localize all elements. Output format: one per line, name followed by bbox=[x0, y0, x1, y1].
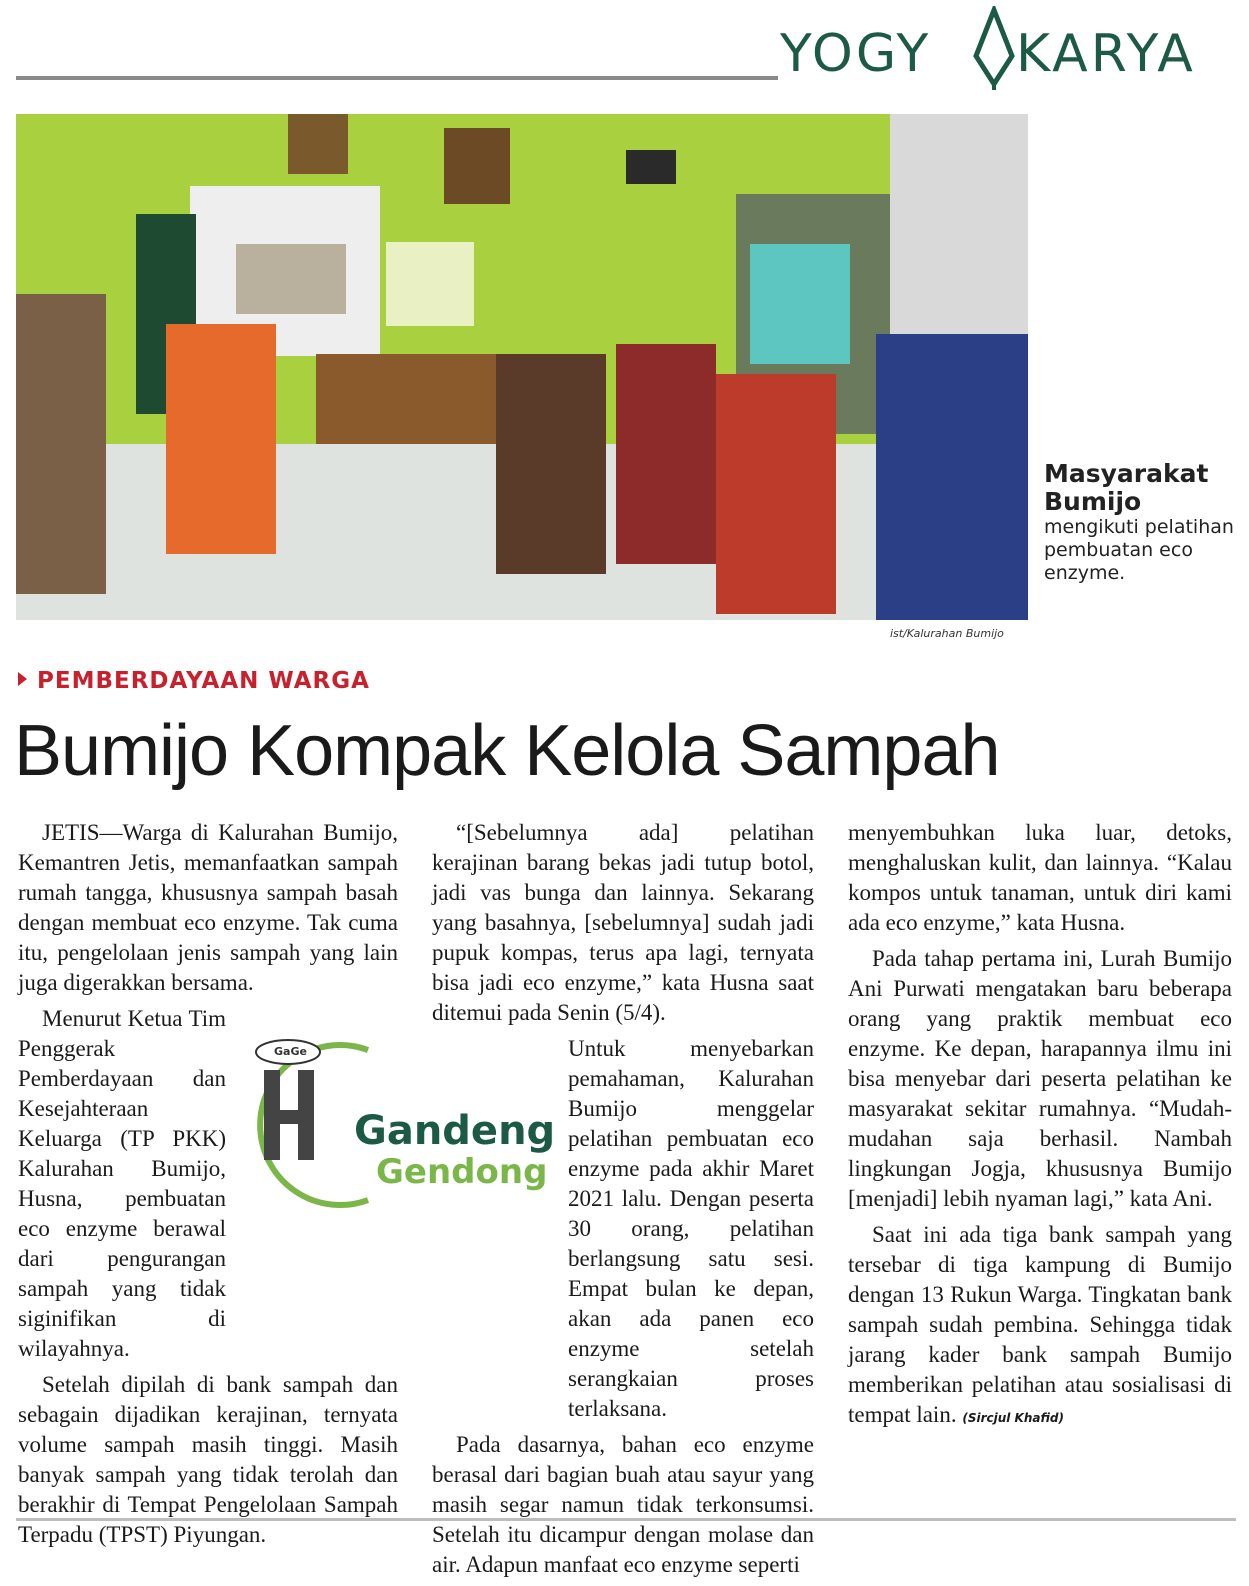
footer-rule bbox=[16, 1518, 1236, 1521]
paragraph: Pada dasarnya, bahan eco enzyme berasal dari bagian buah atau sayur yang masih segar namun tidak terkonsumsi. Setelah itu dicampur dengan molase dan air. Adapun manfaat eco enzyme seperti bbox=[432, 1432, 814, 1577]
header-rule bbox=[16, 76, 778, 80]
badge-text: GaGe bbox=[274, 1045, 307, 1058]
paragraph bbox=[848, 1220, 1232, 1433]
logo-text-left: YOGY bbox=[780, 24, 932, 84]
logo-line-1: Gandeng bbox=[354, 1108, 556, 1154]
logo-line-2: Gendong bbox=[376, 1152, 548, 1192]
paragraph: Pada tahap pertama ini, Lurah Bumijo Ani Purwati mengatakan baru beberapa orang yang praktik membuat eco enzyme. Ke depan, harapannya ilmu ini bisa menyebar dari peserta pelatihan ke masyarakat sekitar rumahnya. “Mudah-mudahan saja berhasil. Nambah lingkungan Jogja, khususnya Bumijo [menjadi] lebih nyaman lagi,” kata Ani. bbox=[848, 946, 1232, 1211]
paragraph: Setelah dipilah di bank sampah dan sebagain dijadikan kerajinan, ternyata volume sampah masih tinggi. Masih banyak sampah yang tidak terolah dan berakhir di Tempat Pengelolaan Sampah Terpadu (TPST) Piyungan. bbox=[18, 1372, 398, 1547]
kicker-arrow-icon bbox=[18, 672, 27, 686]
photo-caption bbox=[1044, 460, 1244, 585]
article-headline: Bumijo Kompak Kelola Sampah bbox=[14, 711, 1000, 791]
yogyakarya-logo bbox=[780, 6, 1240, 96]
paragraph: Untuk menyebarkan pemahaman, Kalurahan Bumijo menggelar pelatihan pembuatan eco enzyme pada akhir Maret 2021 lalu. Dengan peserta 30 orang, pelatihan berlangsung satu sesi. Empat bulan ke depan, akan ada panen eco enzyme setelah serangkaian proses terlaksana. bbox=[568, 1036, 814, 1421]
classroom-photo-illustration bbox=[16, 114, 1028, 620]
byline: (Sircjul Khafid) bbox=[962, 1411, 1065, 1425]
paragraph-text: Saat ini ada tiga bank sampah yang tersebar di tiga kampung di Bumijo dengan 13 Rukun Warga. Tingkatan bank sampah sudah pembina. Sehingga tidak jarang kader bank sampah Bumijo memberikan pelatihan atau sosialisasi di tempat lain. bbox=[848, 1222, 1232, 1427]
paragraph: menyembuhkan luka luar, detoks, menghaluskan kulit, dan lainnya. “Kalau kompos untuk tanaman, untuk diri kami ada eco enzyme,” kata Husna. bbox=[848, 820, 1232, 935]
paragraph: “[Sebelumnya ada] pelatihan kerajinan barang bekas jadi tutup botol, jadi vas bunga dan lainnya. Sekarang yang basahnya, [sebelumnya] sudah jadi pupuk kompas, terus apa lagi, ternyata bisa jadi eco enzyme,” kata Husna saat ditemui pada Senin (5/4). bbox=[432, 820, 814, 1025]
paragraph: JETIS—Warga di Kalurahan Bumijo, Kemantren Jetis, memanfaatkan sampah rumah tangga, khususnya sampah basah dengan membuat eco enzyme. Tak cuma itu, pengelolaan jenis sampah yang lain juga digerakkan bersama. bbox=[18, 820, 398, 995]
article-column-3 bbox=[848, 818, 1232, 1439]
photo-credit: ist/Kalurahan Bumijo bbox=[890, 627, 1004, 640]
article-photo bbox=[16, 114, 1028, 620]
logo-leaf-icon bbox=[966, 6, 1022, 92]
gandeng-gendong-logo bbox=[218, 1030, 568, 1220]
paragraph: Menurut Ketua Tim Penggerak Pemberdayaan dan Kesejahteraan Keluarga (TP PKK) Kalurahan Bumijo, Husna, pembuatan eco enzyme berawal dari pengurangan sampah yang tidak siginifikan di wilayahnya. bbox=[18, 1006, 226, 1361]
caption-title: Masyarakat Bumijo bbox=[1044, 459, 1209, 516]
kicker-label: PEMBERDAYAAN WARGA bbox=[37, 668, 370, 694]
section-kicker bbox=[18, 668, 370, 694]
logo-text-right: KARYA bbox=[1016, 24, 1196, 84]
caption-body: mengikuti pelatihan pembuatan eco enzyme. bbox=[1044, 516, 1234, 584]
